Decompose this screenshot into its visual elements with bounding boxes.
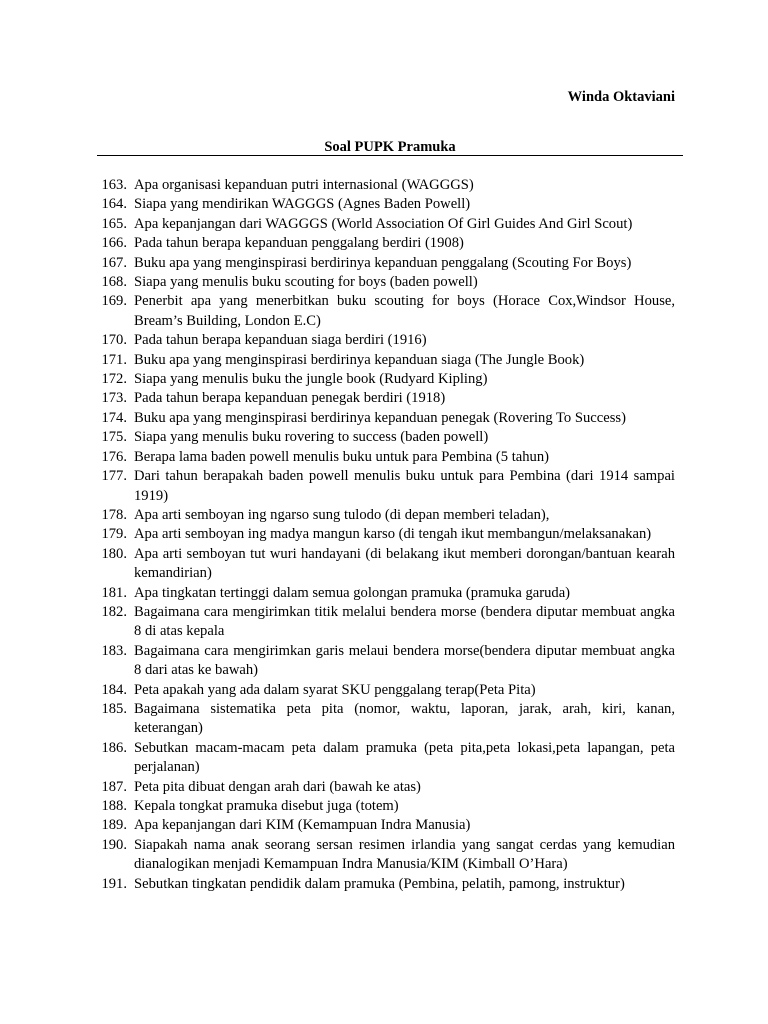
question-number: 184. — [101, 681, 127, 698]
question-item — [97, 584, 675, 603]
question-text: Bagaimana sistematika peta pita (nomor, waktu, laporan, jarak, arah, kiri, kanan, keterangan) — [134, 700, 675, 737]
question-text: Peta apakah yang ada dalam syarat SKU penggalang terap(Peta Pita) — [134, 681, 536, 698]
question-text: Penerbit apa yang menerbitkan buku scouting for boys (Horace Cox,Windsor House, Bream’s Building, London E.C) — [134, 293, 675, 329]
question-number: 172. — [101, 371, 127, 388]
question-text: Bagaimana cara mengirimkan garis melaui bendera morse(bendera diputar membuat angka 8 dari atas ke bawah) — [134, 642, 675, 679]
title-block — [97, 139, 683, 157]
question-item — [97, 292, 675, 331]
question-item — [97, 273, 675, 292]
question-item — [97, 195, 675, 214]
question-number: 169. — [101, 293, 127, 310]
question-item — [97, 506, 675, 525]
question-text: Apa tingkatan tertinggi dalam semua golongan pramuka (pramuka garuda) — [134, 584, 571, 601]
question-text: Kepala tongkat pramuka disebut juga (totem) — [134, 798, 399, 814]
question-number: 175. — [101, 429, 127, 446]
question-item — [97, 409, 675, 428]
question-text: Sebutkan tingkatan pendidik dalam pramuka (Pembina, pelatih, pamong, instruktur) — [134, 875, 625, 892]
question-text: Dari tahun berapakah baden powell menulis buku untuk para Pembina (dari 1914 sampai 1919) — [134, 468, 675, 504]
question-item — [97, 525, 675, 544]
question-item — [97, 875, 675, 894]
question-number: 186. — [101, 739, 127, 756]
question-text: Siapa yang menulis buku scouting for boys (baden powell) — [134, 274, 478, 291]
question-text: Apa kepanjangan dari KIM (Kemampuan Indra Manusia) — [134, 817, 471, 834]
question-number: 164. — [101, 196, 127, 213]
author-name: Winda Oktaviani — [567, 89, 675, 105]
question-item — [97, 545, 675, 584]
question-number: 185. — [101, 700, 127, 717]
question-text: Buku apa yang menginspirasi berdirinya kepanduan penggalang (Scouting For Boys) — [134, 254, 632, 271]
question-item — [97, 331, 675, 350]
question-text: Siapa yang mendirikan WAGGGS (Agnes Baden Powell) — [134, 196, 471, 213]
question-item — [97, 176, 675, 195]
question-item — [97, 681, 675, 700]
question-number: 191. — [101, 875, 127, 892]
question-number: 182. — [101, 603, 127, 620]
question-list — [97, 176, 675, 894]
question-number: 171. — [101, 351, 127, 368]
document-title-container — [97, 139, 683, 155]
question-item — [97, 428, 675, 447]
question-number: 187. — [101, 778, 127, 795]
document-title: Soal PUPK Pramuka — [324, 139, 456, 155]
question-text: Apa kepanjangan dari WAGGGS (World Association Of Girl Guides And Girl Scout) — [134, 215, 633, 232]
question-text: Peta pita dibuat dengan arah dari (bawah ke atas) — [134, 778, 421, 795]
question-item — [97, 778, 675, 797]
question-item — [97, 370, 675, 389]
question-item — [97, 816, 675, 835]
question-number: 179. — [101, 526, 127, 543]
question-item — [97, 351, 675, 370]
question-number: 178. — [101, 506, 127, 523]
question-text: Siapa yang menulis buku the jungle book (Rudyard Kipling) — [134, 371, 488, 388]
question-number: 174. — [101, 409, 127, 426]
question-text: Sebutkan macam-macam peta dalam pramuka (peta pita,peta lokasi,peta lapangan, peta perjalanan) — [134, 739, 675, 776]
question-number: 163. — [101, 177, 127, 193]
question-item — [97, 642, 675, 681]
question-text: Siapakah nama anak seorang sersan resimen irlandia yang sangat cerdas yang kemudian dianalogikan menjadi Kemampuan Indra Manusia/KIM (Kimball O’Hara) — [134, 836, 675, 873]
question-text: Pada tahun berapa kepanduan penegak berdiri (1918) — [134, 390, 446, 407]
question-text: Siapa yang menulis buku rovering to success (baden powell) — [134, 429, 489, 446]
question-text: Bagaimana cara mengirimkan titik melalui bendera morse (bendera diputar membuat angka 8 di atas kepala — [134, 603, 675, 640]
question-text: Buku apa yang menginspirasi berdirinya kepanduan penegak (Rovering To Success) — [134, 409, 626, 426]
question-number: 167. — [101, 254, 127, 271]
question-number: 181. — [101, 584, 127, 601]
question-item — [97, 215, 675, 234]
question-number: 165. — [101, 215, 127, 232]
question-number: 183. — [101, 642, 127, 659]
question-number: 173. — [101, 390, 127, 407]
question-item — [97, 389, 675, 408]
question-item — [97, 603, 675, 642]
question-item — [97, 797, 675, 816]
question-text: Apa arti semboyan ing ngarso sung tulodo (di depan memberi teladan), — [134, 506, 550, 523]
question-number: 168. — [101, 274, 127, 291]
question-text: Pada tahun berapa kepanduan penggalang berdiri (1908) — [134, 235, 464, 252]
question-number: 190. — [101, 836, 127, 853]
question-number: 170. — [101, 332, 127, 349]
question-number: 166. — [101, 235, 127, 252]
question-number: 176. — [101, 448, 127, 465]
question-text: Buku apa yang menginspirasi berdirinya kepanduan siaga (The Jungle Book) — [134, 351, 585, 368]
question-item — [97, 836, 675, 875]
question-item — [97, 448, 675, 467]
question-item — [97, 254, 675, 273]
question-number: 188. — [101, 798, 127, 814]
question-text: Berapa lama baden powell menulis buku untuk para Pembina (5 tahun) — [134, 448, 549, 465]
question-number: 189. — [101, 817, 127, 834]
question-item — [97, 700, 675, 739]
question-number: 177. — [101, 468, 127, 485]
question-item — [97, 467, 675, 506]
question-text: Apa arti semboyan tut wuri handayani (di belakang ikut memberi dorongan/bantuan kearah kemandirian) — [134, 545, 675, 582]
question-item — [97, 234, 675, 253]
question-item — [97, 739, 675, 778]
question-text: Pada tahun berapa kepanduan siaga berdiri (1916) — [134, 332, 427, 349]
question-number: 180. — [101, 545, 127, 562]
question-text: Apa arti semboyan ing madya mangun karso (di tengah ikut membangun/melaksanakan) — [134, 526, 652, 543]
question-text: Apa organisasi kepanduan putri internasional (WAGGGS) — [134, 177, 474, 193]
